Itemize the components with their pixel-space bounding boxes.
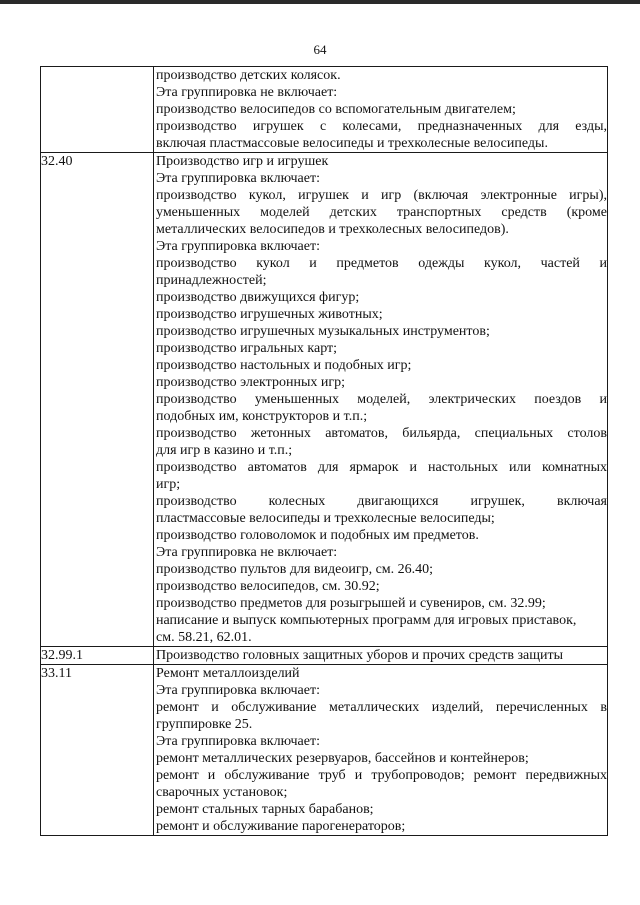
description-line: группировке 25. xyxy=(156,717,253,732)
description-line: производство автоматов для ярмарок и настольных или комнатных xyxy=(156,460,607,475)
table-row xyxy=(41,153,608,647)
description-line: производство детских колясок. xyxy=(156,68,341,83)
description-line: Производство игр и игрушек xyxy=(156,154,329,169)
description-line: производство кукол и предметов одежды кукол, частей и xyxy=(156,256,607,271)
description-line: производство головоломок и подобных им предметов. xyxy=(156,528,479,543)
description-line: производство игральных карт; xyxy=(156,341,338,356)
description-line: игр; xyxy=(156,477,181,492)
page-top-edge xyxy=(0,0,640,4)
description-line: подобных им, конструкторов и т.п.; xyxy=(156,409,368,424)
description-line: Эта группировка включает: xyxy=(156,734,320,749)
description-line: см. 58.21, 62.01. xyxy=(156,630,252,645)
page-number: 64 xyxy=(313,42,327,57)
description-line: для игр в казино и т.п.; xyxy=(156,443,293,458)
description-line: написание и выпуск компьютерных программ для игровых приставок, xyxy=(156,613,577,628)
description-line: Эта группировка не включает: xyxy=(156,85,338,100)
description-line: производство кукол, игрушек и игр (включая электронные игры), xyxy=(156,188,607,203)
classification-description xyxy=(154,647,608,665)
description-line: производство велосипедов со вспомогательным двигателем; xyxy=(156,102,516,117)
classification-code xyxy=(41,67,154,153)
description-line: металлических велосипедов и трехколесных велосипедов). xyxy=(156,222,509,237)
description-line: производство жетонных автоматов, бильярда, специальных столов xyxy=(156,426,607,441)
table-row xyxy=(41,67,608,153)
description-line: Эта группировка включает: xyxy=(156,171,320,186)
description-line: принадлежностей; xyxy=(156,273,267,288)
description-line: Эта группировка не включает: xyxy=(156,545,338,560)
description-line: ремонт и обслуживание парогенераторов; xyxy=(156,819,406,834)
description-line: производство предметов для розыгрышей и сувениров, см. 32.99; xyxy=(156,596,546,611)
description-line: ремонт стальных тарных барабанов; xyxy=(156,802,374,817)
description-line: производство игрушек с колесами, предназначенных для езды, xyxy=(156,119,607,134)
description-line: производство электронных игр; xyxy=(156,375,345,390)
classification-description xyxy=(154,153,608,647)
description-line: сварочных установок; xyxy=(156,785,288,800)
description-line: ремонт металлических резервуаров, бассейнов и контейнеров; xyxy=(156,751,529,766)
classification-table-body xyxy=(41,67,608,836)
classification-code: 32.40 xyxy=(41,153,154,647)
description-line: производство игрушечных животных; xyxy=(156,307,383,322)
classification-description xyxy=(154,665,608,836)
description-line: производство пультов для видеоигр, см. 26.40; xyxy=(156,562,434,577)
classification-table xyxy=(40,66,608,836)
description-line: Ремонт металлоизделий xyxy=(156,666,300,681)
description-line: производство игрушечных музыкальных инструментов; xyxy=(156,324,490,339)
description-line: ремонт и обслуживание труб и трубопроводов; ремонт передвижных xyxy=(156,768,607,783)
table-row xyxy=(41,647,608,665)
description-line: производство настольных и подобных игр; xyxy=(156,358,412,373)
classification-code: 32.99.1 xyxy=(41,647,154,665)
description-line: производство колесных двигающихся игрушек, включая xyxy=(156,494,607,509)
description-line: Эта группировка включает: xyxy=(156,683,320,698)
description-line: уменьшенных моделей детских транспортных средств (кроме xyxy=(156,205,607,220)
description-line: производство уменьшенных моделей, электрических поездов и xyxy=(156,392,607,407)
description-line: включая пластмассовые велосипеды и трехколесные велосипеды. xyxy=(156,136,548,151)
description-line: пластмассовые велосипеды и трехколесные велосипеды; xyxy=(156,511,495,526)
description-line: производство движущихся фигур; xyxy=(156,290,360,305)
classification-description xyxy=(154,67,608,153)
description-line: Эта группировка включает: xyxy=(156,239,320,254)
description-line: производство велосипедов, см. 30.92; xyxy=(156,579,380,594)
description-line: Производство головных защитных уборов и прочих средств защиты xyxy=(156,648,564,663)
description-line: ремонт и обслуживание металлических изделий, перечисленных в xyxy=(156,700,607,715)
table-row xyxy=(41,665,608,836)
classification-code: 33.11 xyxy=(41,665,154,836)
